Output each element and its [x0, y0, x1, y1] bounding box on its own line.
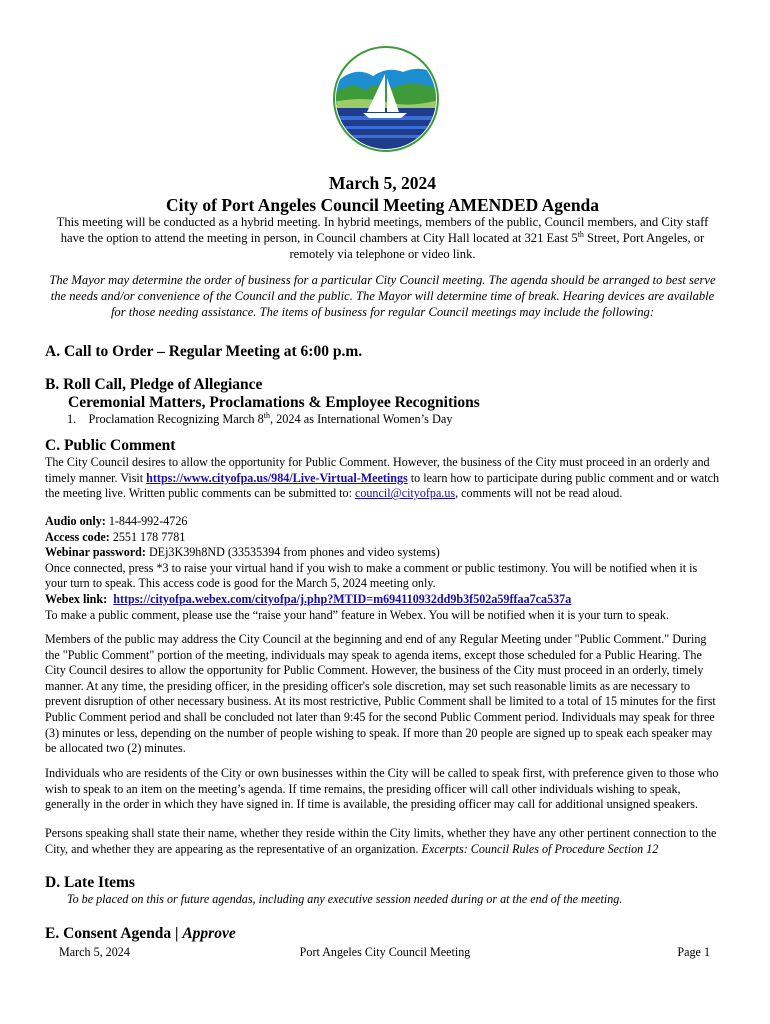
proclamation-item	[45, 412, 742, 428]
item-number: 1.	[67, 412, 77, 426]
section-b-heading: B. Roll Call, Pledge of Allegiance	[45, 376, 263, 393]
intro-text-mid: to learn how to participate during public comment and or watch the meeting live. Written public comments can be submitted to:	[45, 470, 720, 501]
section-b-subheading: Ceremonial Matters, Proclamations & Employee Recognitions	[68, 394, 480, 411]
persons-text: Persons speaking shall state their name, whether they reside within the City limits, whether they have any other pertinent connection to the City, and whether they are appearing as the representative of an organization.	[45, 826, 717, 856]
public-comment-intro	[45, 455, 720, 502]
access-value: 2551 178 7781	[109, 529, 186, 544]
webinar-label: Webinar password:	[45, 545, 146, 560]
item-text-end: , 2024 as International Women’s Day	[269, 412, 453, 426]
footer-date: March 5, 2024	[59, 945, 130, 959]
raise-hand-instructions: To make a public comment, please use the “raise your hand” feature in Webex. You will be notified when it is your turn to speak.	[45, 607, 669, 622]
section-d-heading: D. Late Items	[45, 874, 135, 891]
footer-page-number: Page 1	[677, 945, 710, 959]
webex-line	[45, 592, 720, 608]
audio-value: 1-844-992-4726	[105, 514, 188, 528]
section-e-label: E. Consent Agenda |	[45, 925, 183, 942]
hybrid-notice-text: This meeting will be conducted as a hybrid meeting. In hybrid meetings, members of the public, Council members, and City staff have the option to attend the meeting in person, in Council chambers at City Hall located at 321 East 5	[56, 215, 709, 245]
item-text: Proclamation Recognizing March 8	[88, 412, 264, 426]
connected-instructions: Once connected, press *3 to raise your virtual hand if you wish to make a comment or public testimony. You will be notified when it is your turn to speak. This access code is good for the March 5, 2024 meeting only.	[45, 560, 698, 591]
dial-in-info	[45, 514, 720, 623]
section-c-heading: C. Public Comment	[45, 437, 176, 454]
section-e-action: Approve	[182, 925, 236, 942]
live-virtual-meetings-link[interactable]: https://www.cityofpa.us/984/Live-Virtual-Meetings	[146, 470, 408, 485]
council-email-link[interactable]: council@cityofpa.us	[354, 486, 456, 501]
rules-excerpt: Excerpts: Council Rules of Procedure Section 12	[421, 841, 659, 856]
hybrid-meeting-notice	[45, 214, 720, 262]
section-a-heading: A. Call to Order – Regular Meeting at 6:00 p.m.	[45, 343, 363, 360]
agenda-title: City of Port Angeles Council Meeting AMENDED Agenda	[165, 195, 600, 215]
footer-title: Port Angeles City Council Meeting	[299, 945, 471, 959]
meeting-date: March 5, 2024	[328, 173, 437, 193]
webex-label: Webex link:	[45, 591, 108, 606]
intro-text-end: , comments will not be read aloud.	[455, 486, 623, 501]
webinar-line	[45, 545, 720, 561]
access-line	[45, 530, 720, 546]
section-e-heading	[45, 925, 720, 943]
superscript: th	[577, 229, 584, 239]
access-label: Access code:	[45, 529, 110, 544]
late-items-note: To be placed on this or future agendas, including any executive session needed during or at the end of the meeting.	[67, 892, 623, 906]
audio-line	[45, 514, 720, 530]
webex-link[interactable]: https://cityofpa.webex.com/cityofpa/j.php?MTID=m694110932dd9b3f502a59ffaa7ca537a	[113, 591, 572, 606]
audio-label: Audio only:	[45, 514, 106, 528]
residents-paragraph: Individuals who are residents of the City or own businesses within the City will be called to speak first, with preference given to those who wish to speak to an item on the meeting’s agenda. If time remains, the presiding officer will call other individuals wishing to speak, generally in the order in which they have signed in. If time is available, the presiding officer may call for additional unsigned speakers.	[45, 766, 719, 812]
hybrid-notice-text-end: Street, Port Angeles, or remotely via telephone or video link.	[289, 231, 705, 261]
intro-text: The City Council desires to allow the opportunity for Public Comment. However, the business of the City must proceed in an orderly and timely manner. Visit	[45, 455, 710, 485]
members-paragraph: Members of the public may address the City Council at the beginning and end of any Regular Meeting under "Public Comment." During the "Public Comment" portion of the meeting, individuals may speak to agenda items, except those scheduled for a Public Hearing. The City Council desires to allow the opportunity for Public Comment. However, the business of the City must proceed in an orderly, timely manner. At any time, the presiding officer, in the presiding officer's sole discretion, may set such reasonable limits as are necessary to prevent disruption of other necessary business. At its most restrictive, Public Comment shall be limited to a total of 15 minutes for the first Public Comment period and shall be concluded not later than 9:45 for the second Public Comment period. Individuals may speak for three (3) minutes or less, depending on the number of people wishing to speak. If more than 20 people are signed up to speak each speaker may be allocated two (2) minutes.	[45, 632, 716, 756]
webinar-value: DEj3K39h8ND (33535394 from phones and video systems)	[145, 545, 440, 560]
city-logo-icon	[333, 46, 439, 152]
persons-paragraph	[45, 826, 720, 857]
superscript: th	[263, 410, 270, 420]
mayor-note: The Mayor may determine the order of business for a particular City Council meeting. The agenda should be arranged to best serve the needs and/or convenience of the Council and the public. The Mayor will determine time of break. Hearing devices are available for those needing assistance. The items of business for regular Council meetings may include the following:	[49, 273, 716, 319]
